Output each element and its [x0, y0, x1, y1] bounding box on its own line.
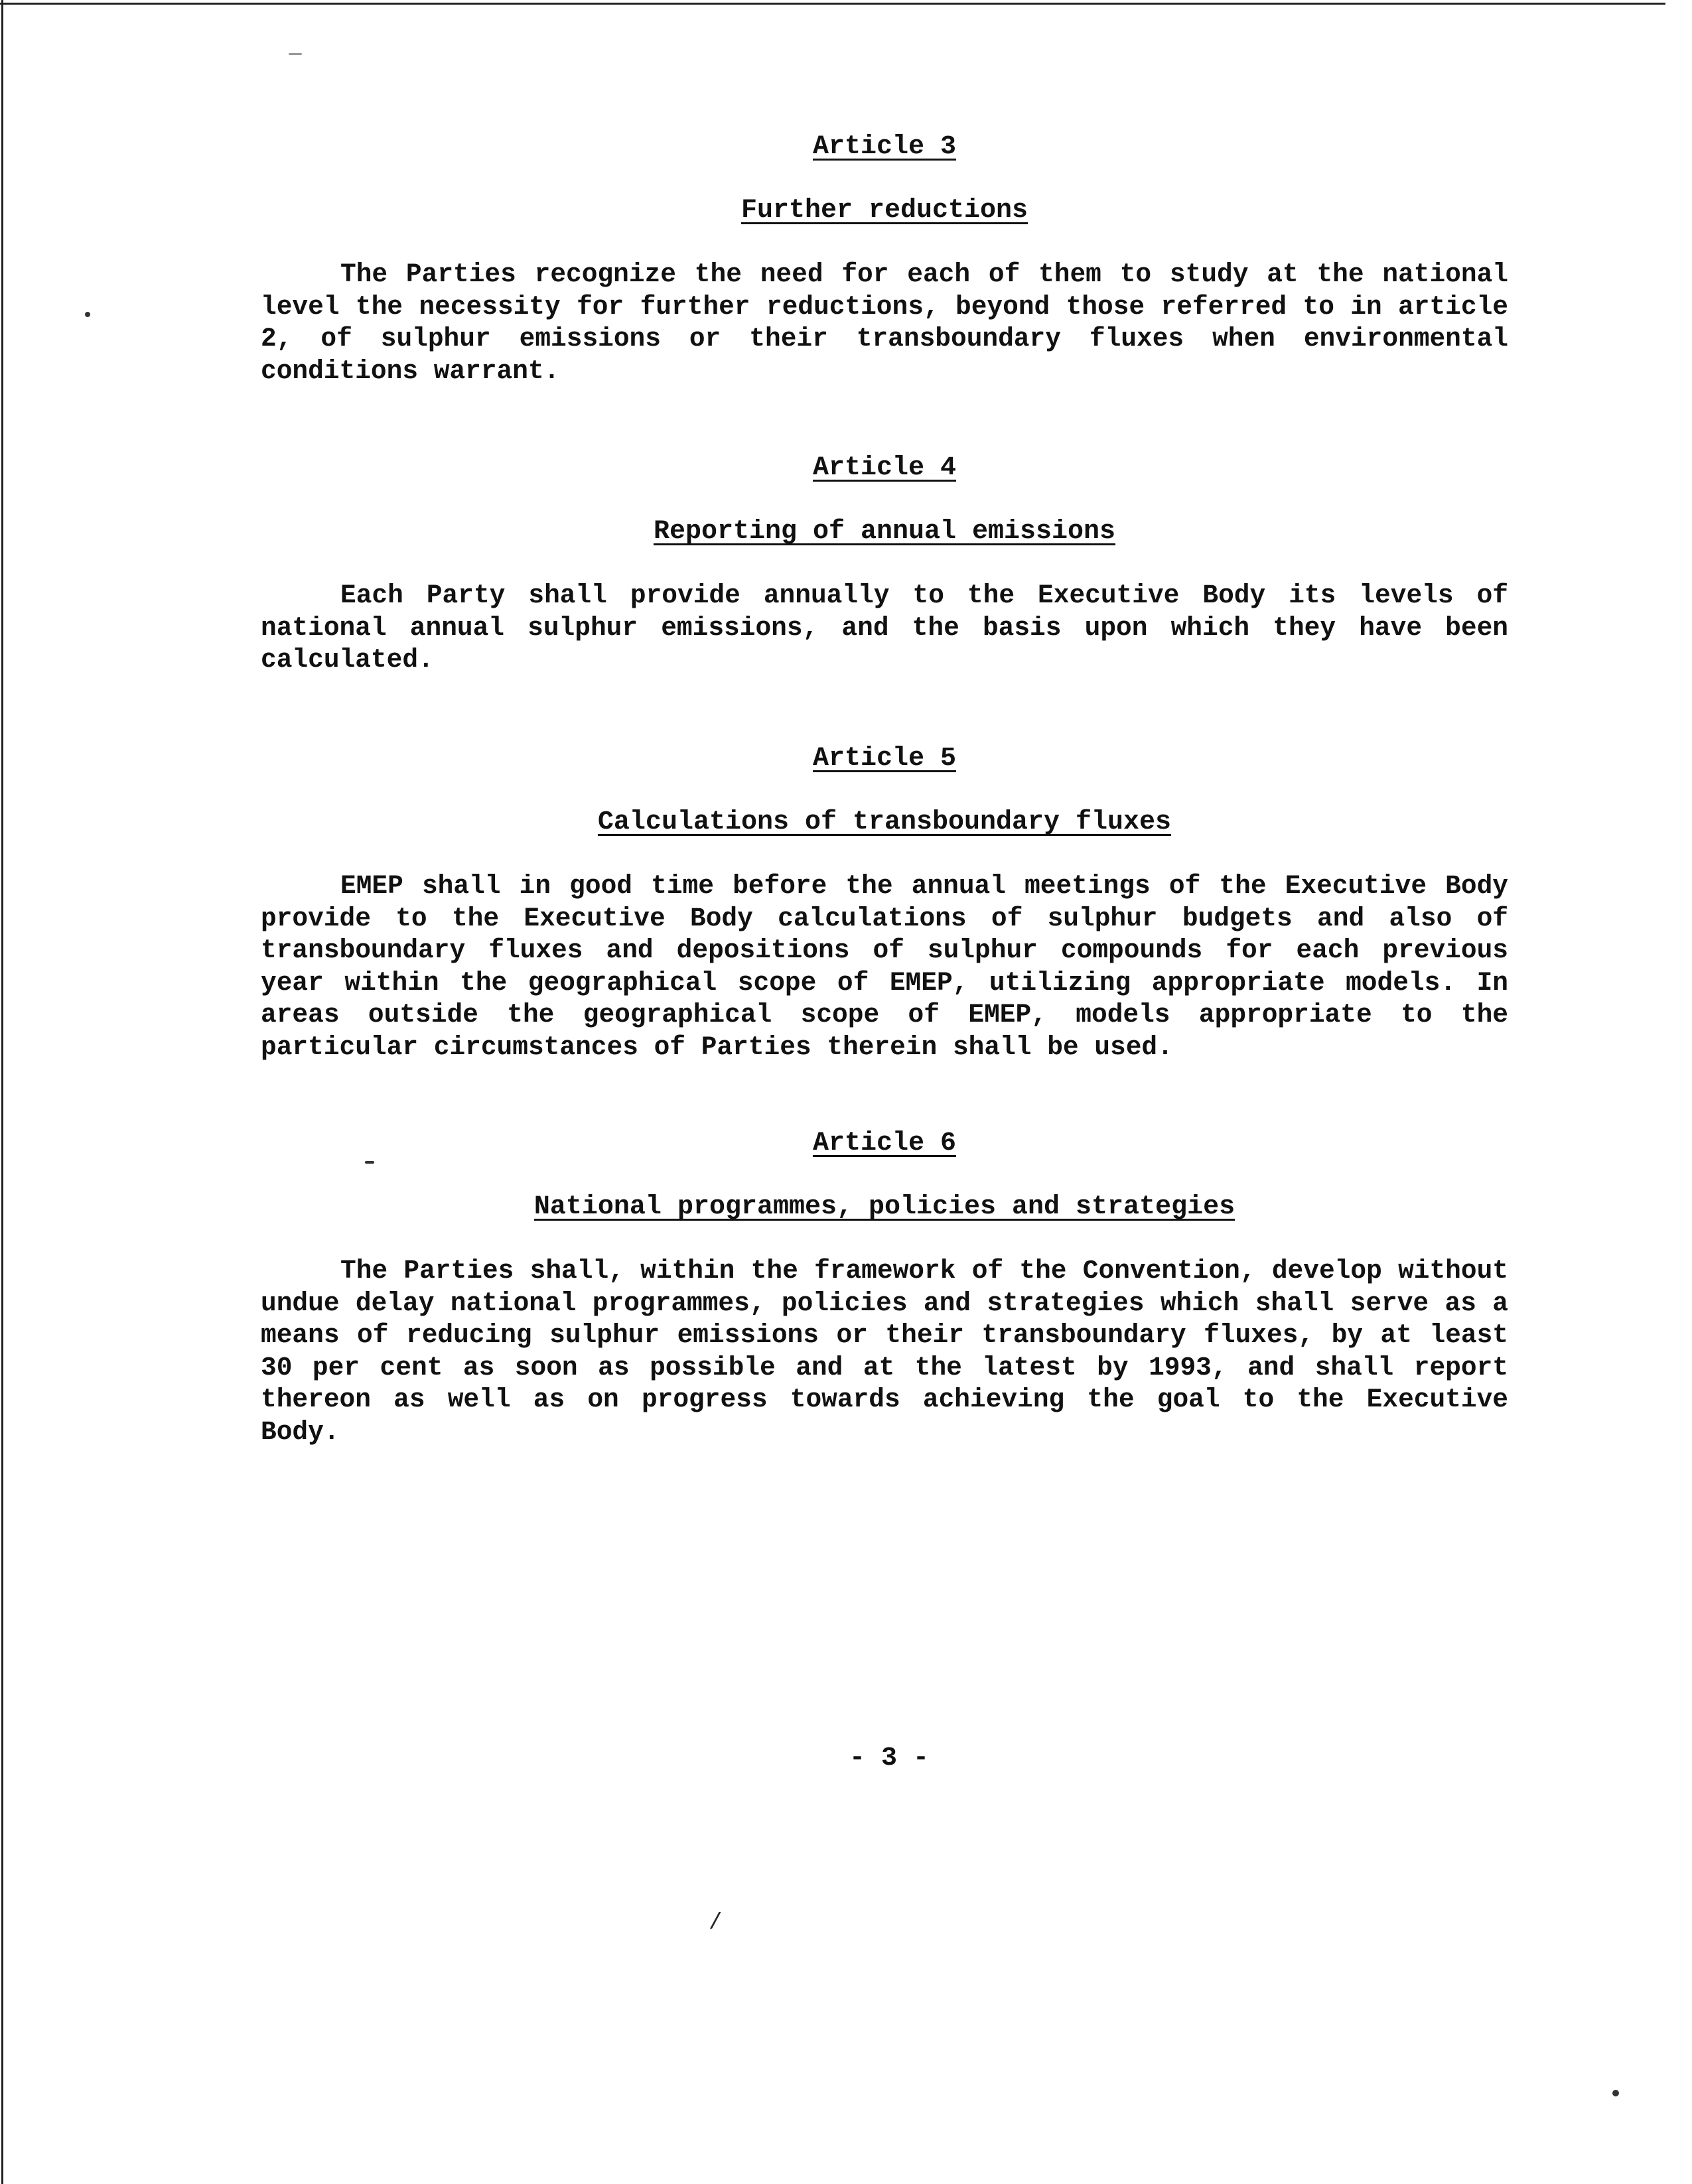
scan-speck — [85, 312, 90, 317]
article-body: Each Party shall provide annually to the Executive Body its levels of national annual sulphur emissions, and the basis upon which they have been calculated. — [261, 580, 1508, 675]
article-3 — [261, 131, 1508, 387]
article-5 — [261, 743, 1508, 1063]
article-subtitle: Further reductions — [740, 196, 1028, 226]
scan-speck — [1612, 2090, 1619, 2096]
article-body: EMEP shall in good time before the annual meetings of the Executive Body provide to the Executive Body calculations of sulphur budgets and also of transboundary fluxes and depositions of sulphur compounds for each previous year within the geographical scope of EMEP, utilizing appropriate models. In areas outside the geographical scope of EMEP, models appropriate to the particular circumstances of Parties therein shall be used. — [261, 871, 1508, 1062]
article-body: The Parties recognize the need for each of them to study at the national level the necessity for further reductions, beyond those referred to in article 2, of sulphur emissions or their transboundary fluxes when environmental conditions warrant. — [261, 259, 1508, 386]
scan-speck — [289, 53, 302, 55]
article-subtitle: Reporting of annual emissions — [653, 517, 1116, 547]
article-6 — [261, 1128, 1508, 1448]
article-title: Article 3 — [812, 132, 957, 162]
article-4 — [261, 452, 1508, 677]
page-number: - 3 - — [849, 1743, 930, 1773]
article-title: Article 6 — [812, 1128, 957, 1158]
scan-border-top — [0, 3, 1665, 5]
article-subtitle: National programmes, policies and strategies — [533, 1192, 1235, 1222]
article-subtitle: Calculations of transboundary fluxes — [597, 807, 1172, 837]
article-title: Article 5 — [812, 744, 957, 774]
scan-mark: / — [709, 1911, 723, 1936]
article-title: Article 4 — [812, 453, 957, 483]
scan-border-left — [1, 0, 3, 2184]
article-body: The Parties shall, within the framework of the Convention, develop without undue delay national programmes, policies and strategies which shall serve as a means of reducing sulphur emissions or their transboundary fluxes, by at least 30 per cent as soon as possible and at the latest by 1993, and shall report thereon as well as on progress towards achieving the goal to the Executive Body. — [261, 1256, 1508, 1447]
